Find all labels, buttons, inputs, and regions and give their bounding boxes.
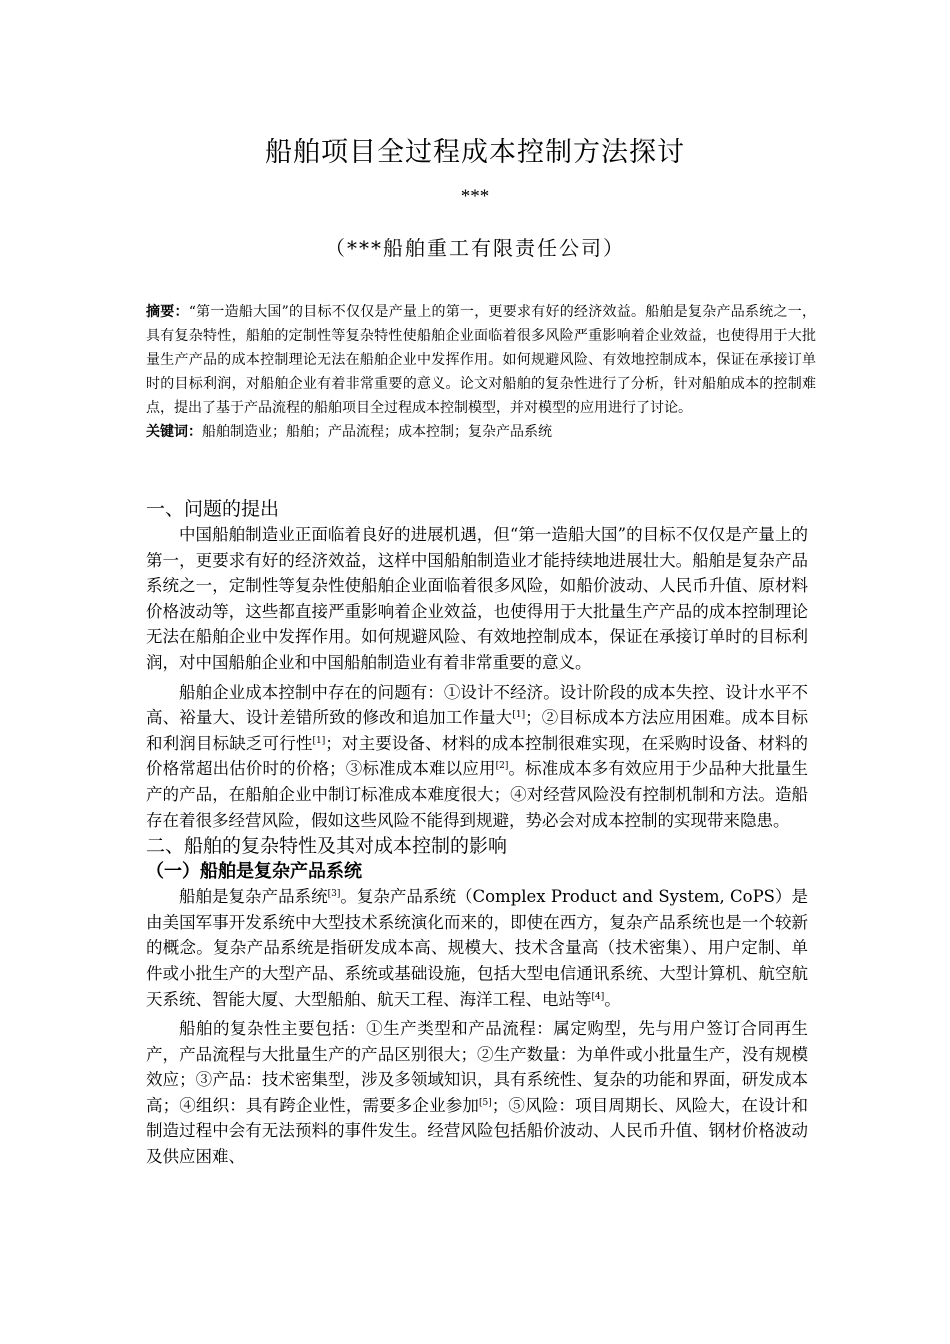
citation-ref: [5] — [479, 1097, 492, 1108]
abstract-text: “第一造船大国”的目标不仅仅是产量上的第一，更要求有好的经济效益。船舶是复杂产品系统之一，具有复杂特性，船舶的定制性等复杂特性使船舶企业面临着很多风险严重影响着企业效益，也使得用于大批量生产产品的成本控制理论无法在船舶企业中发挥作用。如何规避风险、有效地控制成本，保证在承接订单时的目标利润，对船舶企业有着非常重要的意义。论文对船舶的复杂性进行了分析，针对船舶成本的控制难点，提出了基于产品流程的船舶项目全过程成本控制模型，并对模型的应用进行了讨论。 — [146, 304, 817, 416]
text-run: 。标准成本多有效应用于少品种大批量生产的产品，在船舶企业中制订标准成本难度很大；④对经营风险没有控制机制和方法。造船存在着很多经营风险，假如这些风险不能得到规避，势必会对成本控制的实现带来隐患。 — [146, 759, 809, 830]
keywords-text: 船舶制造业；船舶；产品流程；成本控制；复杂产品系统 — [202, 424, 552, 440]
text-run: 船舶是复杂产品系统 — [179, 887, 328, 907]
abstract-paragraph — [146, 300, 816, 420]
subsection-heading-1: （一）船舶是复杂产品系统 — [146, 861, 362, 883]
citation-ref: [2] — [495, 761, 509, 772]
text-run: 。复杂产品系统（Complex Product and System, CoPS）是由美国军事开发系统中大型技术系统演化而来的，即使在西方，复杂产品系统也是一个较新的概念。复杂产品系统是指研发成本高、规模大、技术含量高（技术密集）、用户定制、单件或小批生产的大型产品、系统或基础设施，包括大型电信通讯系统、大型计算机、航空航天系统、智能大厦、大型船舶、航天工程、海洋工程、电站等 — [146, 887, 809, 1009]
citation-ref: [4] — [591, 991, 605, 1002]
keywords-label: 关键词： — [146, 424, 202, 440]
author-affiliation: （***船舶重工有限责任公司） — [325, 236, 625, 260]
section-heading-2: 二、船舶的复杂特性及其对成本控制的影响 — [146, 835, 508, 858]
body-text — [146, 496, 808, 1170]
section1-paragraph-2 — [146, 680, 808, 834]
text-run: ；⑤风险：项目周期长、风险大，在设计和制造过程中会有无法预料的事件发生。经营风险包括船价波动、人民币升值、钢材价格波动及供应困难、 — [146, 1095, 809, 1167]
citation-ref: [1] — [312, 735, 326, 746]
citation-ref: [1] — [512, 710, 526, 721]
text-run: 船舶的复杂性主要包括：①生产类型和产品流程：属定购型，先与用户签订合同再生产，产品流程与大批量生产的产品区别很大；②生产数量：为单件或小批量生产，没有规模效应；③产品：技术密集型，涉及多领域知识，具有系统性、复杂的功能和界面，研发成本高；④组织：具有跨企业性，需要多企业参加 — [146, 1019, 808, 1115]
section1-paragraph-1: 中国船舶制造业正面临着良好的进展机遇，但“第一造船大国”的目标不仅仅是产量上的第一，更要求有好的经济效益，这样中国船舶制造业才能持续地进展壮大。船舶是复杂产品系统之一，定制性等复杂性使船舶企业面临着很多风险，如船价波动、人民币升值、原材料价格波动等，这些都直接严重影响着企业效益，也使得用于大批量生产产品的成本控制理论无法在船舶企业中发挥作用。如何规避风险、有效地控制成本，保证在承接订单时的目标利润，对中国船舶企业和中国船舶制造业有着非常重要的意义。 — [146, 525, 808, 672]
section-heading-1: 一、问题的提出 — [146, 498, 280, 520]
paper-title: 船舶项目全过程成本控制方法探讨 — [265, 137, 685, 168]
text-run: ；②目标成本方法应用困难。成本目标和利润目标缺乏可行性 — [146, 708, 809, 753]
section2-paragraph-2 — [146, 1016, 808, 1170]
abstract-label: 摘要： — [146, 304, 189, 320]
section2-paragraph-1 — [146, 884, 808, 1012]
text-run: 船舶企业成本控制中存在的问题有：①设计不经济。设计阶段的成本失控、设计水平不高、裕量大、设计差错所致的修改和追加工作量大 — [146, 682, 808, 728]
citation-ref: [3] — [327, 889, 341, 900]
author-name: *** — [460, 186, 490, 207]
text-run: 。 — [604, 989, 621, 1009]
text-run: ；对主要设备、材料的成本控制很难实现，在采购时设备、材料的价格常超出估价时的价格；③标准成本难以应用 — [146, 733, 809, 779]
keywords-line — [146, 420, 816, 444]
abstract-block — [146, 300, 816, 444]
